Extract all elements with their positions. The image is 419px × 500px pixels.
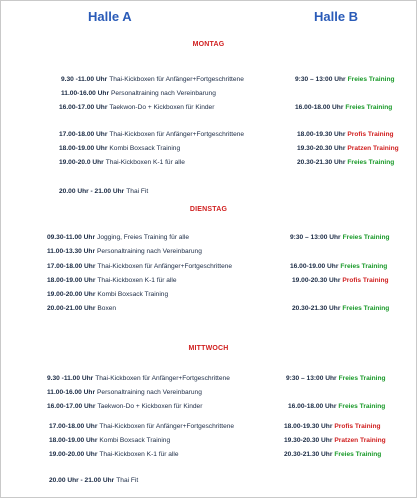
montag-a-row: 19.00-20.0 Uhr Thai-Kickboxen K-1 für alle (59, 159, 185, 166)
montag-b-row: 19.30-20.30 Uhr Pratzen Training (297, 145, 399, 152)
mittwoch-a-row: 20.00 Uhr - 21.00 Uhr Thai Fit (49, 477, 139, 484)
hall-a-heading: Halle A (88, 9, 132, 24)
montag-b-row: 16.00-18.00 Uhr Freies Training (295, 104, 393, 111)
montag-a-row: 17.00-18.00 Uhr Thai-Kickboxen für Anfänger+Fortgeschrittene (59, 131, 245, 138)
montag-a-row: 20.00 Uhr - 21.00 Uhr Thai Fit (59, 188, 149, 195)
montag-a-row: 9.30 -11.00 Uhr Thai-Kickboxen für Anfänger+Fortgeschrittene (61, 76, 244, 83)
hall-b-heading: Halle B (314, 9, 359, 24)
day-heading-dienstag: DIENSTAG (189, 206, 228, 213)
mittwoch-a-row: 17.00-18.00 Uhr Thai-Kickboxen für Anfänger+Fortgeschrittene (49, 423, 235, 430)
montag-a-row: 16.00-17.00 Uhr Taekwon-Do + Kickboxen für Kinder (59, 104, 215, 111)
mittwoch-a-row: 16.00-17.00 Uhr Taekwon-Do + Kickboxen für Kinder (47, 403, 203, 410)
montag-b-row: 18.00-19.30 Uhr Profis Training (297, 131, 394, 138)
dienstag-b-row: 16.00-19.00 Uhr Freies Training (290, 263, 388, 270)
mittwoch-a-row: 19.00-20.00 Uhr Thai-Kickboxen K-1 für alle (49, 451, 179, 458)
day-heading-mittwoch: MITTWOCH (188, 345, 229, 352)
mittwoch-b-row: 18.00-19.30 Uhr Profis Training (284, 423, 381, 430)
dienstag-a-row: 18.00-19.00 Uhr Thai-Kickboxen K-1 für alle (47, 277, 177, 284)
dienstag-a-row: 17.00-18.00 Uhr Thai-Kickboxen für Anfänger+Fortgeschrittene (47, 263, 233, 270)
mittwoch-a-row: 11.00-16.00 Uhr Personaltraining nach Vereinbarung (47, 389, 202, 396)
dienstag-b-row: 9:30 – 13:00 Uhr Freies Training (290, 234, 390, 241)
dienstag-a-row: 09.30-11.00 Uhr Jogging, Freies Training für alle (47, 234, 190, 241)
montag-a-row: 11.00-16.00 Uhr Personaltraining nach Vereinbarung (61, 90, 216, 97)
mittwoch-b-row: 9:30 – 13:00 Uhr Freies Training (286, 375, 386, 382)
dienstag-a-row: 19.00-20.00 Uhr Kombi Boxsack Training (47, 291, 169, 298)
mittwoch-a-row: 18.00-19.00 Uhr Kombi Boxsack Training (49, 437, 171, 444)
montag-b-row: 20.30-21.30 Uhr Freies Training (297, 159, 395, 166)
mittwoch-a-row: 9.30 -11.00 Uhr Thai-Kickboxen für Anfänger+Fortgeschrittene (47, 375, 230, 382)
mittwoch-b-row: 19.30-20.30 Uhr Pratzen Training (284, 437, 386, 444)
mittwoch-b-row: 16.00-18.00 Uhr Freies Training (288, 403, 386, 410)
dienstag-b-row: 19.00-20.30 Uhr Profis Training (292, 277, 389, 284)
montag-b-row: 9:30 – 13:00 Uhr Freies Training (295, 76, 395, 83)
day-heading-montag: MONTAG (192, 41, 225, 48)
dienstag-a-row: 11.00-13.30 Uhr Personaltraining nach Vereinbarung (47, 248, 202, 255)
montag-a-row: 18.00-19.00 Uhr Kombi Boxsack Training (59, 145, 181, 152)
dienstag-b-row: 20.30-21.30 Uhr Freies Training (292, 305, 390, 312)
dienstag-a-row: 20.00-21.00 Uhr Boxen (47, 305, 117, 312)
mittwoch-b-row: 20.30-21.30 Uhr Freies Training (284, 451, 382, 458)
